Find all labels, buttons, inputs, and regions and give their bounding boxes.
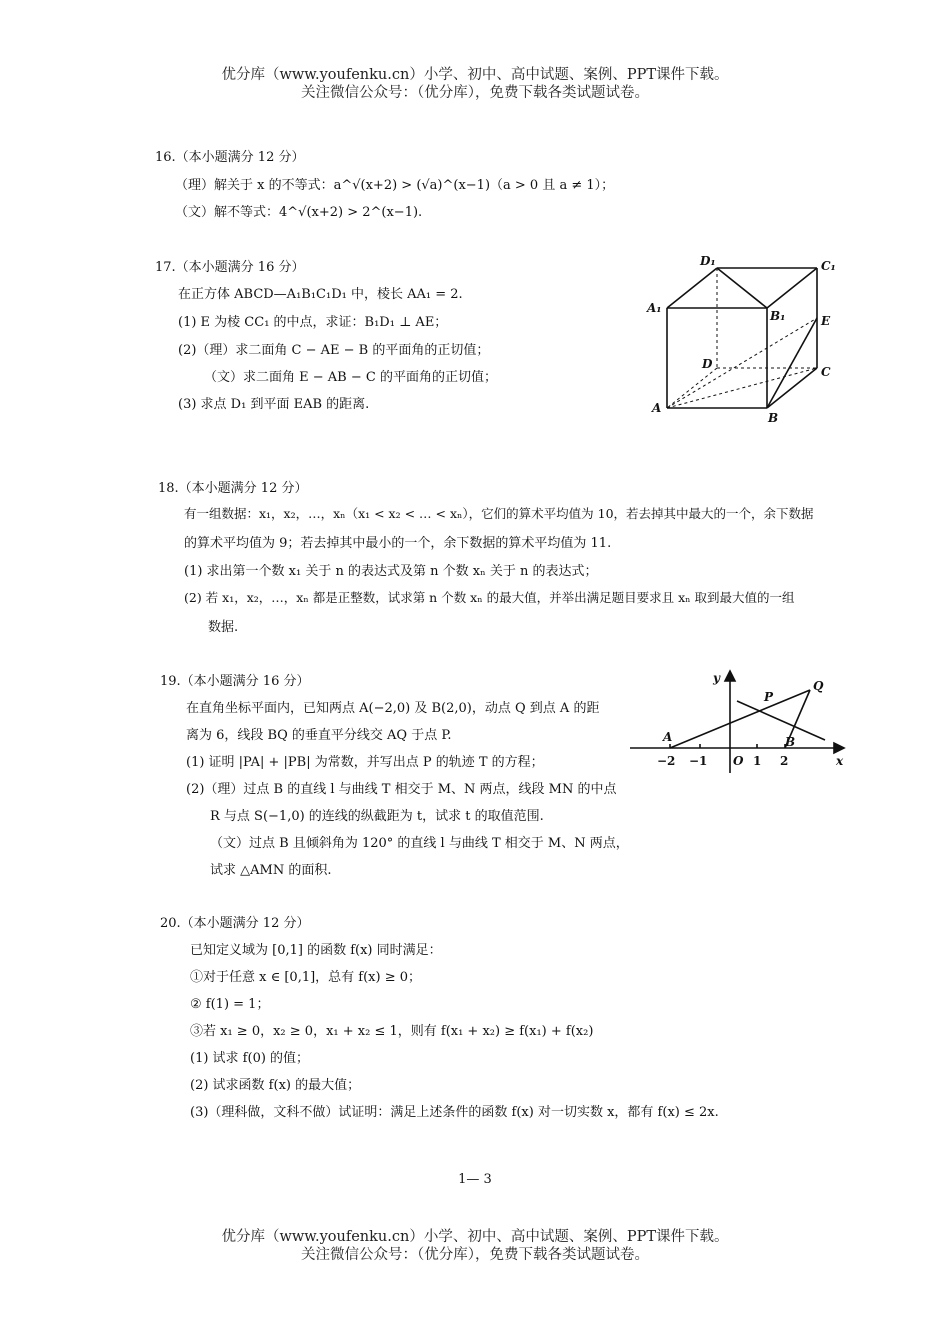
hidden-segment-a-c xyxy=(667,368,817,408)
tick-label-neg2: −2 xyxy=(657,754,676,768)
label-a: A xyxy=(652,401,662,415)
label-d1: D₁ xyxy=(700,254,716,268)
edge-a1-d1 xyxy=(667,268,717,308)
page-footer xyxy=(0,1228,950,1264)
label-d: D xyxy=(702,357,713,371)
header-line-2: 关注微信公众号：（优分库），免费下载各类试题试卷。 xyxy=(301,85,649,101)
hidden-edge-d-a xyxy=(667,368,717,408)
edge-c1-b1 xyxy=(767,268,817,308)
q18-heading: 18.（本小题满分 12 分） xyxy=(158,481,308,496)
tick-label-2: 2 xyxy=(780,754,789,768)
label-a1: A₁ xyxy=(647,301,662,315)
label-q: Q xyxy=(813,679,824,693)
edge-d1-b1 xyxy=(717,268,767,308)
q20-line-6: (2) 试求函数 f(x) 的最大值； xyxy=(190,1078,361,1093)
label-a: A xyxy=(663,730,673,744)
q17-line-3: (2)（理）求二面角 C − AE − B 的平面角的正切值； xyxy=(178,343,490,358)
label-b1: B₁ xyxy=(770,309,786,323)
label-e: E xyxy=(821,314,831,328)
segment-b-e xyxy=(767,318,817,408)
tick-label-1: 1 xyxy=(753,754,762,768)
q19-line-1: 在直角坐标平面内，已知两点 A(−2,0) 及 B(2,0)，动点 Q 到点 A 的距 xyxy=(186,701,600,716)
label-p: P xyxy=(764,690,774,704)
label-origin: O xyxy=(733,754,744,768)
y-axis-arrow xyxy=(725,671,735,681)
footer-line-1: 优分库（www.youfenku.cn）小学、初中、高中试题、案例、PPT课件下载。 xyxy=(221,1229,729,1245)
q19-line-4: (2)（理）过点 B 的直线 l 与曲线 T 相交于 M、N 两点，线段 MN 的中点 xyxy=(186,782,617,797)
cube-figure xyxy=(640,250,840,425)
q18-line-4: (2) 若 x₁，x₂，…，xₙ 都是正整数，试求第 n 个数 xₙ 的最大值，并举出满足题目要求且 xₙ 取到最大值的一组 xyxy=(184,590,795,605)
coordinate-figure xyxy=(625,668,850,778)
q19-heading: 19.（本小题满分 16 分） xyxy=(160,674,310,689)
q17-line-2: (1) E 为棱 CC₁ 的中点，求证：B₁D₁ ⊥ AE； xyxy=(178,315,448,330)
q20-heading: 20.（本小题满分 12 分） xyxy=(160,916,310,931)
q19-line-5: R 与点 S(−1,0) 的连线的纵截距为 t，试求 t 的取值范围. xyxy=(210,809,544,824)
page-number: 1— 3 xyxy=(458,1172,492,1187)
q16-line-2: （文）解不等式：4^√(x+2) > 2^(x−1). xyxy=(175,205,423,220)
q20-line-4: ③若 x₁ ≥ 0，x₂ ≥ 0，x₁ + x₂ ≤ 1，则有 f(x₁ + x₂) ≥ f(x₁) + f(x₂) xyxy=(190,1024,594,1039)
q19-line-6: （文）过点 B 且倾斜角为 120° 的直线 l 与曲线 T 相交于 M、N 两点， xyxy=(210,836,629,851)
edge-c-b xyxy=(767,368,817,408)
label-y: y xyxy=(713,671,720,685)
label-b: B xyxy=(785,735,796,749)
header-line-1: 优分库（www.youfenku.cn）小学、初中、高中试题、案例、PPT课件下载。 xyxy=(221,67,729,83)
label-x: x xyxy=(836,754,844,768)
q18-line-2: 的算术平均值为 9；若去掉其中最小的一个，余下数据的算术平均值为 11. xyxy=(184,536,612,551)
q19-line-7: 试求 △AMN 的面积. xyxy=(210,863,332,878)
q18-line-3: (1) 求出第一个数 x₁ 关于 n 的表达式及第 n 个数 xₙ 关于 n 的表达式； xyxy=(184,564,598,579)
page-header xyxy=(0,66,950,102)
q20-line-5: (1) 试求 f(0) 的值； xyxy=(190,1051,310,1066)
q19-line-2: 离为 6，线段 BQ 的垂直平分线交 AQ 于点 P. xyxy=(186,728,452,743)
q18-line-1: 有一组数据：x₁，x₂，…，xₙ（x₁ < x₂ < … < xₙ），它们的算术平均值为 10，若去掉其中最大的一个，余下数据 xyxy=(184,506,814,521)
q20-line-1: 已知定义域为 [0,1] 的函数 f(x) 同时满足： xyxy=(190,943,442,958)
q16-heading: 16.（本小题满分 12 分） xyxy=(155,150,305,165)
q17-line-4: （文）求二面角 E − AB − C 的平面角的正切值； xyxy=(204,370,497,385)
q20-line-2: ①对于任意 x ∈ [0,1]，总有 f(x) ≥ 0； xyxy=(190,970,422,985)
q17-line-1: 在正方体 ABCD—A₁B₁C₁D₁ 中，棱长 AA₁ = 2. xyxy=(178,287,463,302)
q17-heading: 17.（本小题满分 16 分） xyxy=(155,260,305,275)
perpendicular-bisector xyxy=(737,701,825,740)
q16-line-1: （理）解关于 x 的不等式：a^√(x+2) > (√a)^(x−1)（a > 0 且 a ≠ 1）； xyxy=(175,178,615,193)
q18-line-5: 数据. xyxy=(208,620,239,635)
label-c1: C₁ xyxy=(821,259,836,273)
q20-line-3: ② f(1) = 1； xyxy=(190,997,270,1012)
q20-line-7: (3)（理科做，文科不做）试证明：满足上述条件的函数 f(x) 对一切实数 x，都有 f(x) ≤ 2x. xyxy=(190,1105,719,1120)
footer-line-2: 关注微信公众号：（优分库），免费下载各类试题试卷。 xyxy=(301,1247,649,1263)
q17-line-5: (3) 求点 D₁ 到平面 EAB 的距离. xyxy=(178,397,370,412)
q19-line-3: (1) 证明 |PA| + |PB| 为常数，并写出点 P 的轨迹 T 的方程； xyxy=(186,755,544,770)
x-axis-arrow xyxy=(834,743,844,753)
label-c: C xyxy=(821,365,831,379)
hidden-segment-a-e xyxy=(667,318,817,408)
tick-label-neg1: −1 xyxy=(689,754,708,768)
label-b: B xyxy=(768,411,779,425)
